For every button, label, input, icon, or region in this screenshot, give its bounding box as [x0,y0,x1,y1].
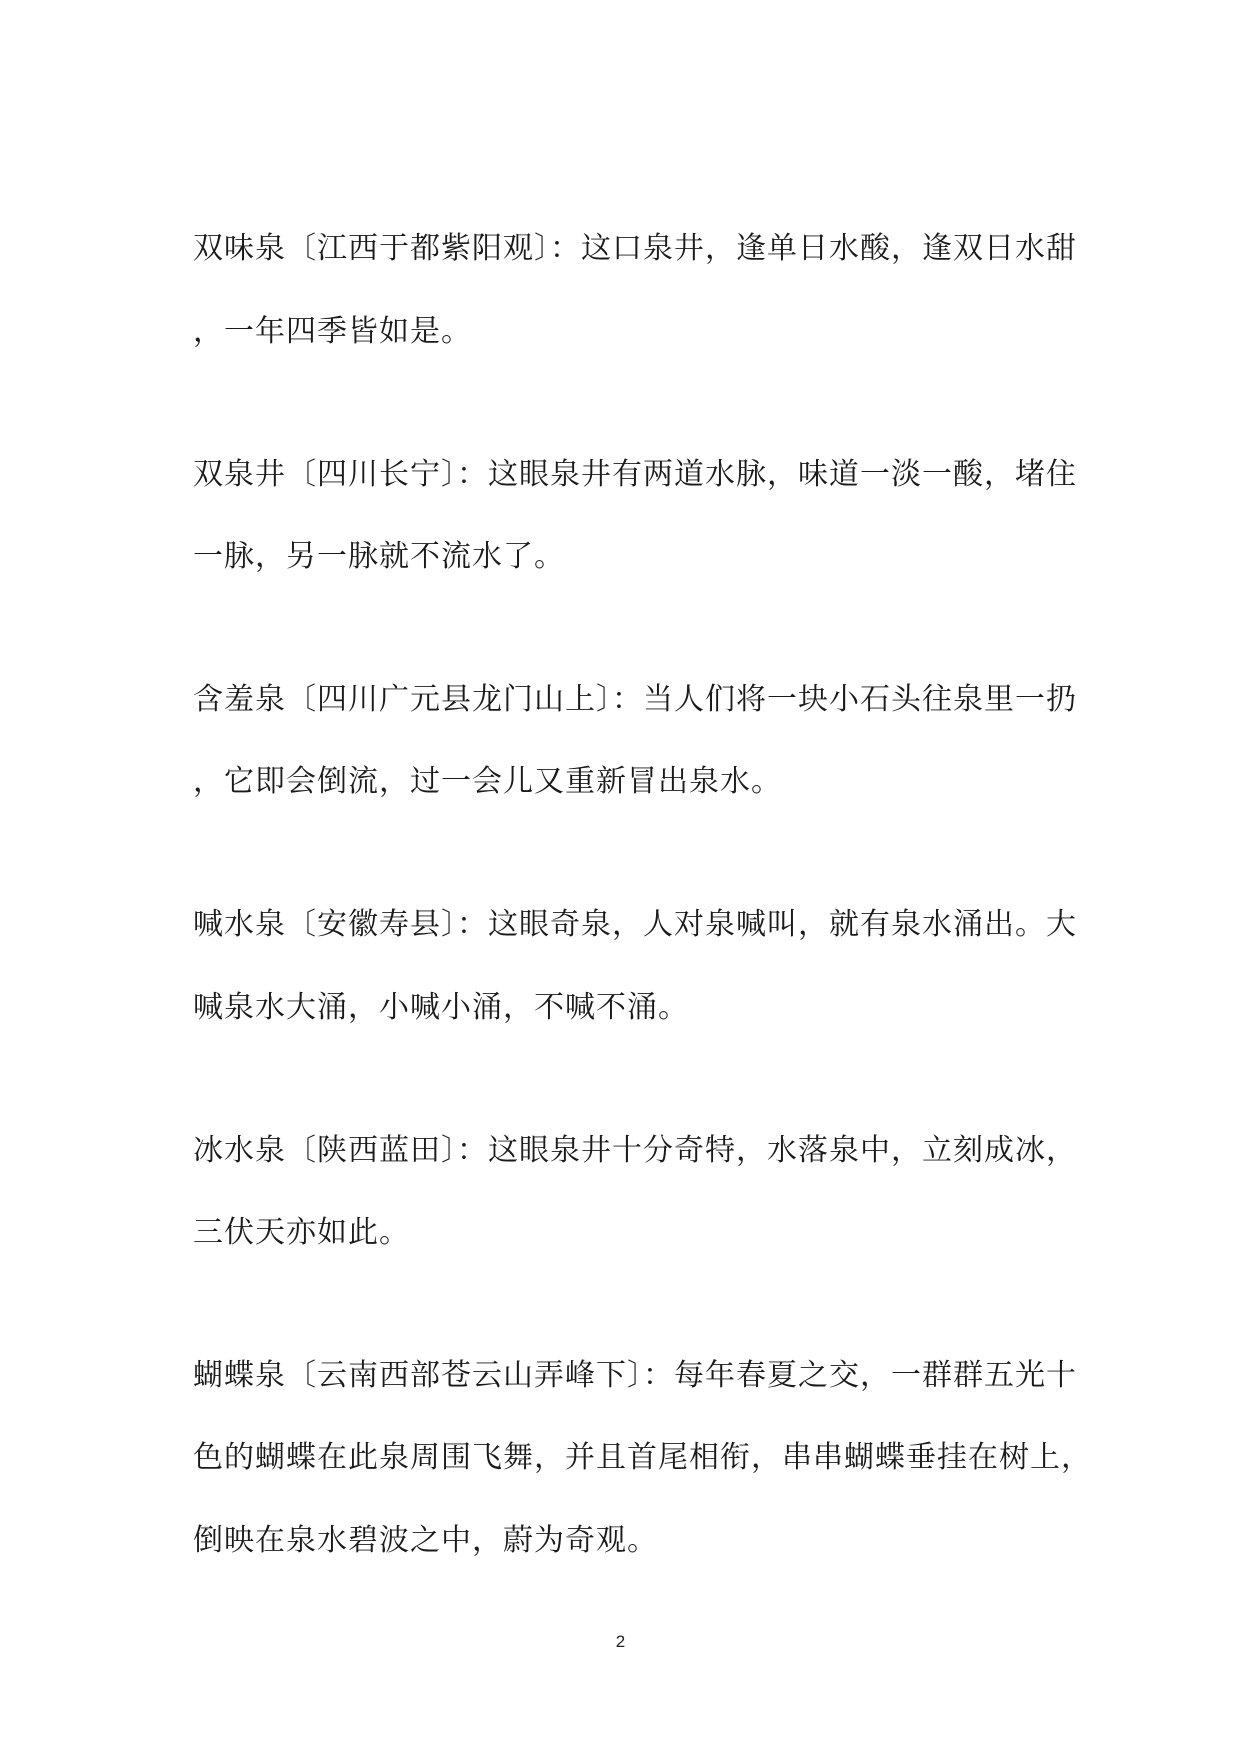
paragraph-1-line-2: ，一年四季皆如是。 [193,314,472,349]
paragraph-5-line-2: 三伏天亦如此。 [193,1215,410,1250]
paragraph-2-line-1: 双泉井〔四川长宁〕：这眼泉井有两道水脉，味道一淡一酸，堵住 [193,457,1077,492]
paragraph-5-line-1: 冰水泉〔陕西蓝田〕：这眼泉井十分奇特，水落泉中，立刻成冰， [193,1133,1077,1168]
paragraph-4-line-1: 喊水泉〔安徽寿县〕：这眼奇泉，人对泉喊叫，就有泉水涌出。大 [193,907,1077,942]
paragraph-6-line-2: 色的蝴蝶在此泉周围飞舞，并且首尾相衔，串串蝴蝶垂挂在树上， [193,1440,1092,1475]
paragraph-1-line-1: 双味泉〔江西于都紫阳观〕：这口泉井，逢单日水酸，逢双日水甜 [193,231,1077,266]
paragraph-3-line-2: ，它即会倒流，过一会儿又重新冒出泉水。 [193,764,782,799]
paragraph-2-line-2: 一脉，另一脉就不流水了。 [193,539,565,574]
paragraph-6-line-3: 倒映在泉水碧波之中，蔚为奇观。 [193,1523,658,1558]
paragraph-3-line-1: 含羞泉〔四川广元县龙门山上〕：当人们将一块小石头往泉里一扔 [193,682,1077,717]
page-number: 2 [615,1632,626,1651]
paragraph-6-line-1: 蝴蝶泉〔云南西部苍云山弄峰下〕：每年春夏之交，一群群五光十 [193,1358,1077,1393]
paragraph-4-line-2: 喊泉水大涌，小喊小涌，不喊不涌。 [193,990,689,1025]
